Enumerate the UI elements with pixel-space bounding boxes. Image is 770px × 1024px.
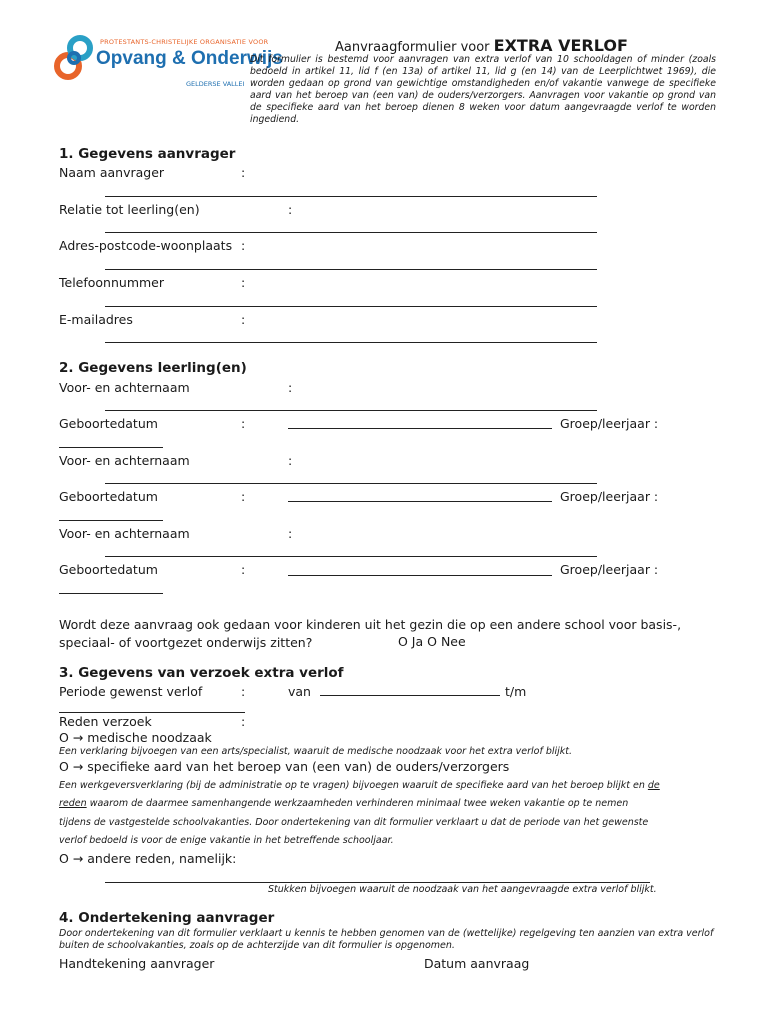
child3-name-field[interactable] [105,556,597,557]
option-beroep-note-line2 [59,798,628,809]
child2-name-field[interactable] [105,483,597,484]
colon: : [241,714,246,729]
child2-dob-label: Geboortedatum [59,489,158,504]
colon: : [241,238,246,253]
option-beroep[interactable]: O → specifieke aard van het beroep van (een van) de ouders/verzorgers [59,759,510,774]
section4-heading: 4. Ondertekening aanvrager [59,910,275,926]
telefoon-field[interactable] [105,306,597,307]
child2-group-field[interactable] [59,520,163,521]
option-beroep-note-line4: verlof bedoeld is voor de enige vakantie in het betreffende schooljaar. [59,835,394,846]
child3-group-field[interactable] [59,593,163,594]
option-andere[interactable]: O → andere reden, namelijk: [59,851,237,866]
form-title [335,36,628,55]
ja-nee-options[interactable]: O Ja O Nee [398,634,466,649]
colon: : [241,684,246,699]
child1-name-field[interactable] [105,410,597,411]
child2-group-label: Groep/leerjaar : [560,489,659,504]
title-prefix: Aanvraagformulier voor [335,40,490,55]
organization-logo [52,34,283,94]
andere-reden-field[interactable] [105,882,650,883]
title-main: EXTRA VERLOF [493,36,628,55]
relatie-label: Relatie tot leerling(en) [59,202,200,217]
telefoon-label: Telefoonnummer [59,275,165,290]
child1-group-field[interactable] [59,447,163,448]
colon: : [241,275,246,290]
tm-label: t/m [505,684,527,699]
logo-mark-icon [52,34,98,84]
child1-dob-field[interactable] [288,428,552,429]
relatie-field[interactable] [105,232,597,233]
tm-field[interactable] [59,712,245,713]
logo-region: GELDERSE VALLEI [186,80,245,88]
note-underlined-reden: reden [59,798,87,809]
child2-name-label: Voor- en achternaam [59,453,190,468]
colon: : [288,202,293,217]
child3-name-label: Voor- en achternaam [59,526,190,541]
note-underlined-de: de [647,780,660,791]
adres-field[interactable] [105,269,597,270]
handtekening-label: Handtekening aanvrager [59,956,215,971]
child2-dob-field[interactable] [288,501,552,502]
section4-text: Door ondertekening van dit formulier verklaart u kennis te hebben genomen van de (wettelijke) regelgeving ten aanzien van extra verlof buiten de schoolvakanties, zoals op de achterzijde van dit formulier is opgenomen. [59,928,714,951]
datum-label: Datum aanvraag [424,956,530,971]
note-text: Een werkgeversverklaring (bij de administratie op te vragen) bijvoegen waaruit de specifieke aard van het beroep blijkt en [59,780,645,791]
colon: : [241,312,246,327]
reden-label: Reden verzoek [59,714,152,729]
stukken-note: Stukken bijvoegen waaruit de noodzaak van het aangevraagde extra verlof blijkt. [268,884,657,895]
naam-label: Naam aanvrager [59,165,165,180]
colon: : [241,489,246,504]
colon: : [241,562,246,577]
colon: : [241,416,246,431]
child3-group-label: Groep/leerjaar : [560,562,659,577]
logo-name: Opvang & Onderwijs [96,48,283,69]
intro-text: Dit formulier is bestemd voor aanvragen van extra verlof van 10 schooldagen of minder (zoals bedoeld in artikel 11, lid f (en 13a) of artikel 11, lid g (en 14) van de Leerplichtwet 1969), die worden gedaan op grond van gewichtige omstandigheden en/of vakantie vanwege de specifieke aard van het beroep van (een van) de ouders/verzorgers. Aanvragen voor vakantie op grond van de specifieke aard van het beroep dienen 8 weken voor datum aangevraagde verlof te worden ingediend. [250,54,716,125]
option-beroep-note-line3: tijdens de vastgestelde schoolvakanties. Door ondertekening van dit formulier verklaart u dat de periode van het gewenste [59,817,649,828]
colon: : [241,165,246,180]
van-label: van [288,684,311,699]
section2-heading: 2. Gegevens leerling(en) [59,360,247,376]
van-field[interactable] [320,695,500,696]
note-text: waarom de daarmee samenhangende werkzaamheden verhinderen minimaal twee weken vakantie op te nemen [89,798,629,809]
other-school-question: Wordt deze aanvraag ook gedaan voor kinderen uit het gezin die op een andere school voor basis-, speciaal- of voortgezet onderwijs zitten? [59,617,682,650]
naam-field[interactable] [105,196,597,197]
logo-top-text: PROTESTANTS-CHRISTELIJKE ORGANISATIE VOOR [100,38,269,46]
section3-heading: 3. Gegevens van verzoek extra verlof [59,665,344,681]
child3-dob-field[interactable] [288,575,552,576]
child1-name-label: Voor- en achternaam [59,380,190,395]
email-field[interactable] [105,342,597,343]
option-beroep-note-line1 [59,780,660,791]
periode-label: Periode gewenst verlof [59,684,203,699]
option-medical-note: Een verklaring bijvoegen van een arts/specialist, waaruit de medische noodzaak voor het extra verlof blijkt. [59,746,573,757]
adres-label: Adres-postcode-woonplaats [59,238,233,253]
section1-heading: 1. Gegevens aanvrager [59,146,236,162]
child3-dob-label: Geboortedatum [59,562,158,577]
email-label: E-mailadres [59,312,133,327]
child1-dob-label: Geboortedatum [59,416,158,431]
colon: : [288,380,293,395]
colon: : [288,526,293,541]
child1-group-label: Groep/leerjaar : [560,416,659,431]
option-medical[interactable]: O → medische noodzaak [59,730,212,745]
colon: : [288,453,293,468]
